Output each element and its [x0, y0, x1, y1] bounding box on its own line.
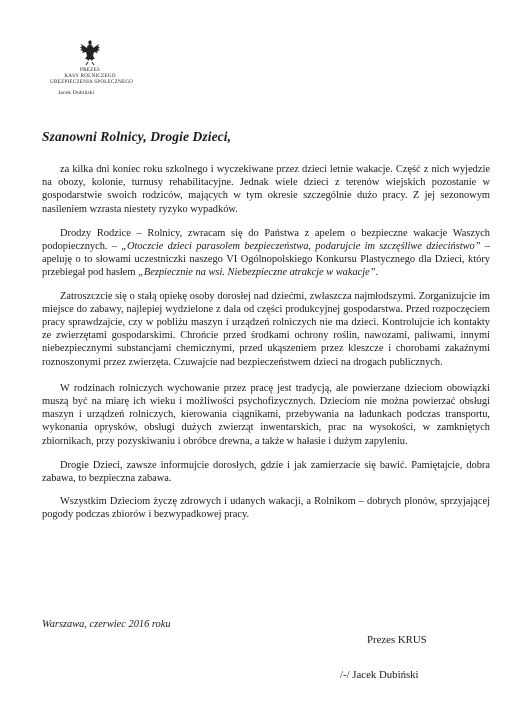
letter-body	[42, 163, 490, 533]
paragraph-4: W rodzinach rolniczych wychowanie przez pracę jest tradycją, ale powierzane dzieciom obowiązki muszą być na miarę ich wieku i możliwości psychofizycznych. Dzieciom nie można powierzać obsługi maszyn i urządzeń rolniczych, kierowania ciągnikami, przebywania na ładunkach podczas transportu, wykonania oprysków, obsługi dużych zwierząt inwentarskich, prac na wysokości, w zamkniętych zbiornikach, przy pozyskiwaniu i obróbce drewna, a także w hałasie i dużym zapyleniu.	[42, 382, 490, 447]
letterhead-name: Jacek Dubiński	[58, 90, 95, 96]
greeting: Szanowni Rolnicy, Drogie Dzieci,	[42, 129, 232, 144]
eagle-emblem-icon	[78, 38, 102, 66]
letterhead-line-2: KASY ROLNICZEGO	[64, 73, 116, 79]
paragraph-2-quote: „Otoczcie dzieci parasolem bezpieczeństwa, podarujcie im szczęśliwe dzieciństwo”	[121, 241, 481, 253]
paragraph-3: Zatroszczcie się o stałą opiekę osoby dorosłej nad dziećmi, zwłaszcza najmłodszymi. Zorganizujcie im miejsce do zabawy, najlepiej wydzielone z dala od części produkcyjnej gospodarstwa. Przed rozpoczęciem pracy sprawdzajcie, czy w pobliżu maszyn i urządzeń rolniczych nie ma dzieci. Kontrolujcie ich kontakty ze zwierzętami gospodarskimi. Chrońcie przed środkami ochrony roślin, nawozami, paliwami, innymi niebezpiecznymi substancjami chemicznymi, przed ukąszeniem przez kleszcze i chorobami zakaźnymi roznoszonymi przez zwierzęta. Czuwajcie nad bezpieczeństwem dzieci na drogach publicznych.	[42, 290, 490, 368]
letterhead-line-3: UBEZPIECZENIA SPOŁECZNEGO	[50, 79, 134, 85]
signature-title: Prezes KRUS	[367, 634, 427, 646]
paragraph-5: Drogie Dzieci, zawsze informujcie dorosłych, gdzie i jak zamierzacie się bawić. Pamiętajcie, dobra zabawa, to bezpieczna zabawa.	[42, 459, 490, 485]
paragraph-1: za kilka dni koniec roku szkolnego i wyczekiwane przez dzieci letnie wakacje. Część z nich wyjedzie na obozy, kolonie, turnusy rehabilitacyjne. Jednak wiele dzieci z terenów wiejskich pozostanie w gospodarstwie swoich rodziców, mających w tym okresie szczególnie dużo pracy. Z jej sezonowym nasileniem wzrasta niestety ryzyko wypadków.	[42, 164, 490, 215]
paragraph-2-part-a: Drodzy Rodzice – Rolnicy, zwracam się do Państwa z apelem o bezpieczne wakacje Waszych podopiecznych. –	[42, 227, 490, 253]
paragraph-2-part-c: – apeluję o to słowami uczestniczki naszego VI Ogólnopolskiego Konkursu Plastycznego dla Dzieci, który przebiegał pod hasłem	[42, 241, 491, 279]
paragraph-2-slogan: „Bezpiecznie na wsi. Niebezpieczne atrakcje w wakacje”	[138, 267, 376, 279]
signature-name: /-/ Jacek Dubiński	[340, 669, 419, 681]
paragraph-6: Wszystkim Dzieciom życzę zdrowych i udanych wakacji, a Rolnikom – dobrych plonów, sprzyjającej pogody podczas zbiorów i bezwypadkowej pracy.	[42, 496, 490, 521]
letterhead-line-1: PREZES	[80, 67, 100, 73]
paragraph-2	[42, 227, 490, 280]
paragraph-2-part-e: .	[375, 267, 379, 279]
letterhead	[50, 38, 134, 96]
place-date: Warszawa, czerwiec 2016 roku	[42, 619, 171, 630]
